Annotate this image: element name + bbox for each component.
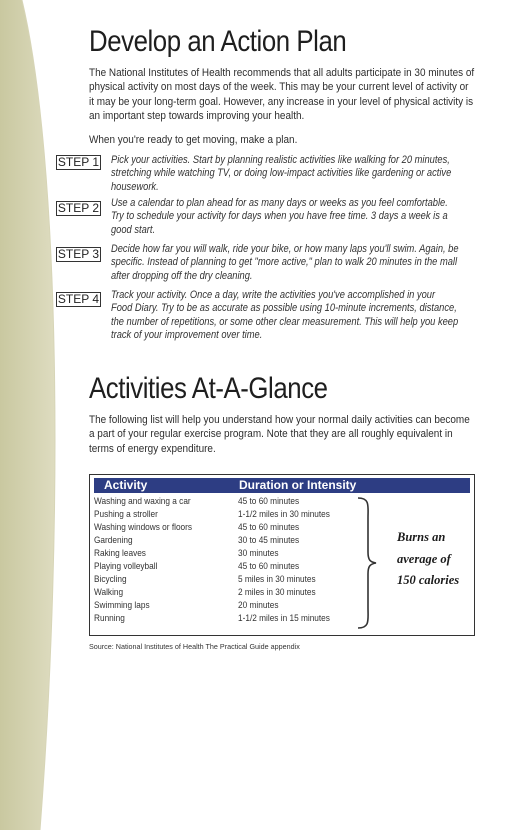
action-plan-intro: The National Institutes of Health recommends that all adults participate in 30 minutes of physical activity on most days of the week. This may be your current level of activity or it may be your long-term goal. However, any increase in your level of physical activity is an important step towards improving your health.	[89, 67, 475, 123]
action-plan-lead: When you're ready to get moving, make a plan.	[89, 134, 298, 146]
step-1-label: STEP 1	[57, 155, 100, 169]
calories-note	[397, 527, 477, 592]
table-row	[90, 495, 470, 507]
activity-cell: Bicycling	[94, 574, 127, 584]
curly-brace-icon	[354, 496, 378, 630]
step-2-label: STEP 2	[57, 201, 100, 215]
activities-intro: The following list will help you understand how your normal daily activities can become a part of your regular exercise program. Note that they are all roughly equivalent in terms of energy expenditure.	[89, 414, 470, 455]
duration-cell: 45 to 60 minutes	[238, 522, 300, 532]
activities-title: Activities At-A-Glance	[89, 372, 328, 405]
activity-cell: Pushing a stroller	[94, 509, 158, 519]
calories-note-line-3: 150 calories	[397, 573, 460, 587]
activity-cell: Walking	[94, 587, 124, 597]
column-duration: Duration or Intensity	[239, 478, 357, 492]
calories-note-line-2: average of	[397, 551, 451, 566]
table-row	[90, 599, 470, 611]
activity-cell: Playing volleyball	[94, 561, 158, 571]
table-row	[90, 612, 470, 624]
duration-cell: 1-1/2 miles in 15 minutes	[238, 613, 330, 623]
table-row	[90, 508, 470, 520]
column-activity: Activity	[104, 478, 148, 492]
step-4-text: Track your activity. Once a day, write the activities you've accomplished in your Food Diary. Try to be as accurate as possible using 10-minute increments, distance, the number of repetitions, or some other clear measurement. This will help you keep track of your improvement over time.	[111, 289, 459, 342]
calories-note-line-1: Burns an	[397, 530, 446, 544]
step-4-label: STEP 4	[57, 292, 100, 306]
activity-cell: Raking leaves	[94, 548, 146, 558]
activity-cell: Gardening	[94, 535, 133, 545]
duration-cell: 45 to 60 minutes	[238, 496, 300, 506]
duration-cell: 30 minutes	[238, 548, 279, 558]
duration-cell: 30 to 45 minutes	[238, 535, 300, 545]
step-2-text: Use a calendar to plan ahead for as many days or weeks as you feel comfortable. Try to schedule your activity for days when you have free time. 3 days a week is a good start.	[111, 197, 448, 236]
step-3-text: Decide how far you will walk, ride your bike, or how many laps you'll swim. Again, be specific. Instead of planning to get "more active," plan to walk 20 minutes in the mall after dropping off the dry cleaning.	[111, 243, 459, 282]
table-header	[94, 478, 470, 493]
source-note: Source: National Institutes of Health The Practical Guide appendix	[89, 642, 300, 651]
activity-cell: Washing windows or floors	[94, 522, 193, 532]
activity-cell: Running	[94, 613, 125, 623]
step-1-text: Pick your activities. Start by planning realistic activities like walking for 20 minutes, stretching while watching TV, or doing low-impact activities like gardening or active housework.	[111, 154, 452, 193]
activity-cell: Swimming laps	[94, 600, 150, 610]
activity-cell: Washing and waxing a car	[94, 496, 191, 506]
duration-cell: 5 miles in 30 minutes	[238, 574, 316, 584]
duration-cell: 2 miles in 30 minutes	[238, 587, 316, 597]
duration-cell: 1-1/2 miles in 30 minutes	[238, 509, 330, 519]
step-3-label: STEP 3	[57, 247, 100, 261]
action-plan-title: Develop an Action Plan	[89, 25, 347, 58]
duration-cell: 45 to 60 minutes	[238, 561, 300, 571]
duration-cell: 20 minutes	[238, 600, 279, 610]
